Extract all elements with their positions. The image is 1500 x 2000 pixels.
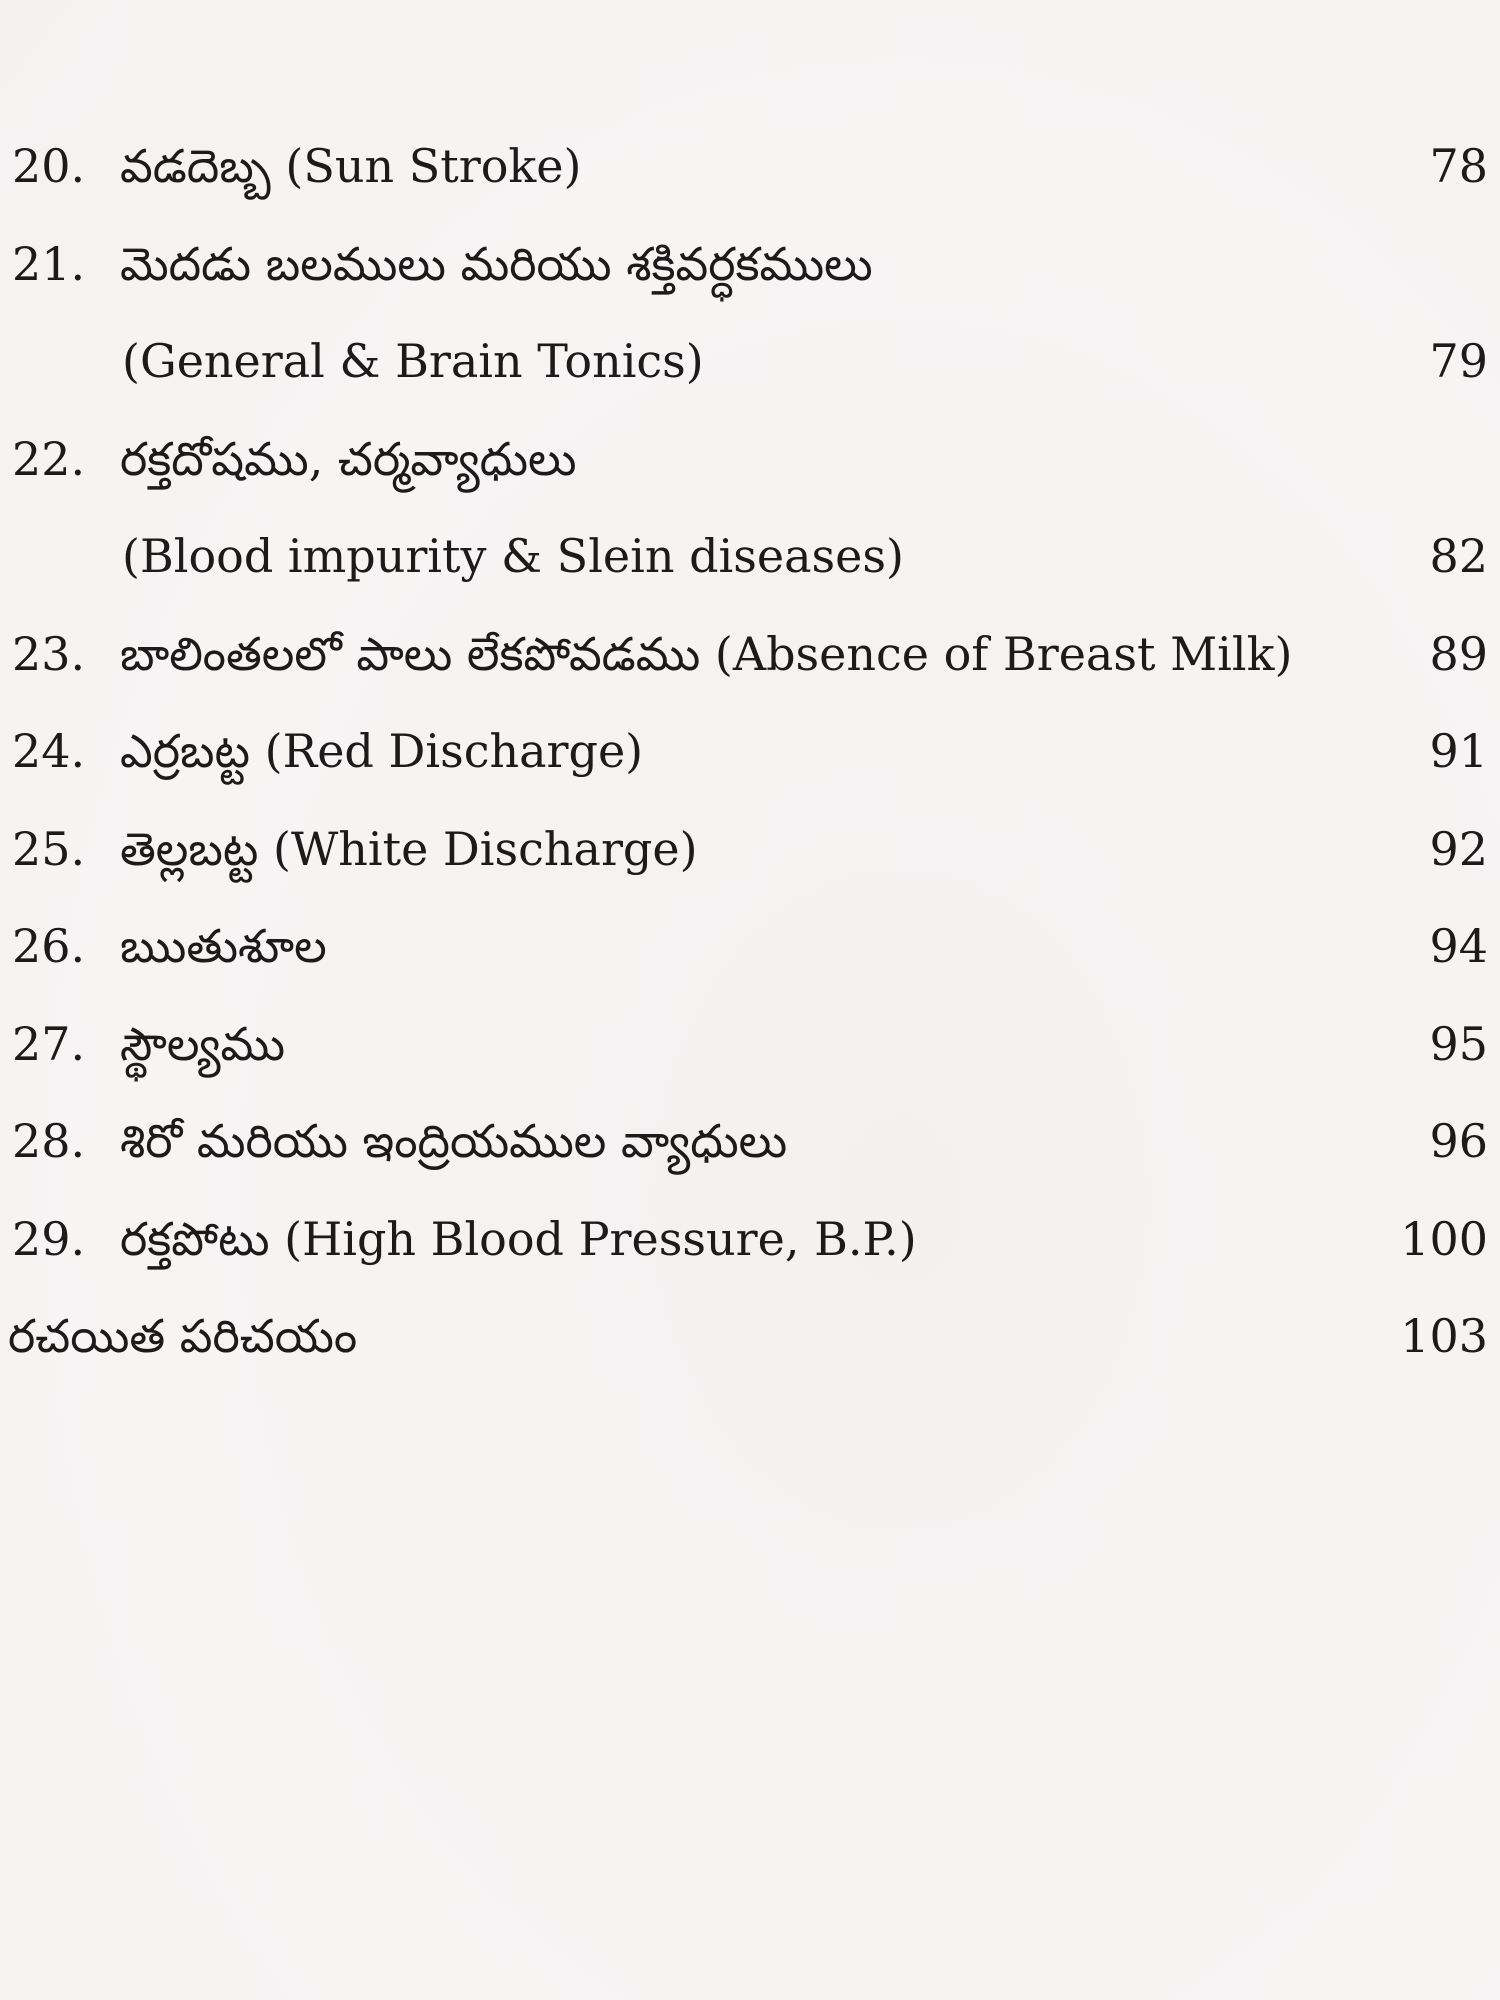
entry-title: తెల్లబట్ట (White Discharge) (120, 821, 698, 876)
entry-title: (General & Brain Tonics) (122, 334, 704, 388)
toc-entry-24 (0, 710, 1500, 808)
entry-number: 27. (12, 1016, 86, 1071)
entry-page-number: 103 (1400, 1309, 1488, 1363)
toc-entry-20 (0, 125, 1500, 223)
entry-title: వడదెబ్బ (Sun Stroke) (120, 139, 582, 193)
entry-page-number: 89 (1429, 626, 1488, 681)
toc-entry-21 (0, 223, 1500, 321)
entry-number: 28. (12, 1114, 86, 1168)
entry-title: ఎర్రబట్ట (Red Discharge) (120, 724, 644, 778)
entry-number: 23. (12, 626, 86, 681)
toc-entry-29 (0, 1198, 1500, 1296)
table-of-contents (0, 125, 1500, 1393)
entry-page-number: 78 (1429, 139, 1488, 193)
entry-number: 20. (12, 139, 86, 193)
entry-number: 29. (12, 1211, 86, 1266)
entry-page-number: 79 (1429, 334, 1488, 388)
entry-number: 25. (12, 821, 86, 876)
entry-title: శిరో మరియు ఇంద్రియముల వ్యాధులు (120, 1114, 788, 1168)
toc-entry-25 (0, 808, 1500, 906)
entry-page-number: 94 (1429, 919, 1488, 973)
entry-page-number: 82 (1429, 529, 1488, 583)
entry-title: స్థౌల్యము (120, 1016, 286, 1071)
entry-number: 24. (12, 724, 86, 778)
toc-entry-22-continued (0, 515, 1500, 613)
entry-page-number: 100 (1400, 1211, 1488, 1266)
toc-entry-28 (0, 1100, 1500, 1198)
toc-entry-author-intro (0, 1295, 1500, 1393)
entry-number: 22. (12, 431, 86, 486)
entry-page-number: 95 (1429, 1016, 1488, 1071)
entry-title: ఋతుశూల (120, 919, 327, 973)
entry-title: బాలింతలలో పాలు లేకపోవడము (Absence of Breast Milk) (120, 626, 1293, 681)
entry-title: రక్తదోషము, చర్మవ్యాధులు (120, 431, 577, 486)
entry-title: రక్తపోటు (High Blood Pressure, B.P.) (120, 1211, 917, 1266)
entry-page-number: 92 (1429, 821, 1488, 876)
entry-title: రచయిత పరిచయం (8, 1309, 358, 1363)
entry-number: 21. (12, 236, 86, 291)
entry-title: మెదడు బలములు మరియు శక్తివర్ధకములు (120, 236, 873, 291)
entry-page-number: 91 (1429, 724, 1488, 778)
entry-number: 26. (12, 919, 86, 973)
toc-entry-22 (0, 418, 1500, 516)
toc-entry-27 (0, 1003, 1500, 1101)
toc-entry-21-continued (0, 320, 1500, 418)
entry-page-number: 96 (1429, 1114, 1488, 1168)
toc-entry-26 (0, 905, 1500, 1003)
entry-title: (Blood impurity & Slein diseases) (122, 529, 904, 583)
toc-entry-23 (0, 613, 1500, 711)
